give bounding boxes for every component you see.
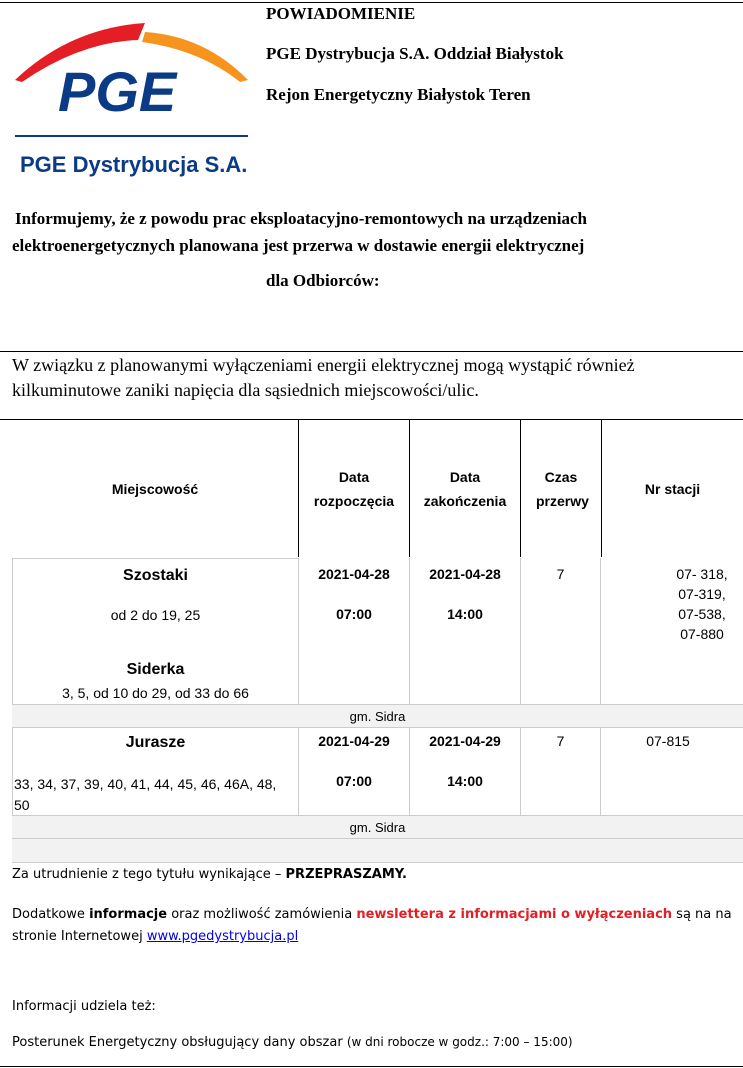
pge-logo [0, 8, 255, 178]
duration: 7 [521, 558, 601, 705]
notice-title: POWIADOMIENIE [266, 4, 416, 23]
logo-arc-icon [0, 8, 255, 138]
place-address: 3, 5, od 10 do 29, od 33 do 66 [62, 685, 249, 701]
start-time: 07:00 [336, 606, 372, 622]
intro-line-1: Informujemy, że z powodu prac eksploatacyjno-remontowych na urządzeniach [15, 209, 587, 228]
col-header-start: Data rozpoczęcia [299, 420, 410, 557]
start-time: 07:00 [336, 773, 372, 789]
place-name: Jurasze [125, 734, 186, 751]
notice-line-2: kilkuminutowe zaniki napięcia dla sąsiednich miejscowości/ulic. [12, 380, 479, 400]
empty-row [12, 839, 743, 863]
intro-line-2: elektroenergetycznych planowana jest przerwa w dostawie energii elektrycznej [12, 236, 585, 255]
col-header-station: Nr stacji [644, 480, 701, 497]
place-address: 33, 34, 37, 39, 40, 41, 44, 45, 46, 46A, 48, 50 [14, 776, 277, 813]
website-link[interactable]: www.pgedystrybucja.pl [146, 929, 299, 944]
start-date: 2021-04-28 [318, 566, 390, 582]
place-address: od 2 do 19, 25 [110, 607, 201, 623]
end-date: 2021-04-29 [429, 733, 501, 749]
intro-line-3: dla Odbiorców: [266, 271, 380, 290]
col-header-duration: Czas przerwy [521, 420, 602, 557]
start-date: 2021-04-29 [318, 733, 390, 749]
stations: 07- 318, 07-319, 07-538, 07-880 [601, 558, 743, 705]
place-name: Szostaki [123, 567, 188, 584]
end-time: 14:00 [447, 606, 483, 622]
region-name: Rejon Energetyczny Białystok Teren [266, 85, 531, 104]
gmina-label: gm. Sidra [12, 816, 743, 839]
info-text: Dodatkowe informacje oraz możliwość zamówienia newslettera z informacjami o wyłączeniach są na na stronie Internetowej www.pgedystrybucja.pl [12, 907, 732, 944]
end-date: 2021-04-28 [429, 566, 501, 582]
col-header-end: Data zakończenia [410, 420, 521, 557]
col-header-place: Miejscowość [12, 420, 299, 557]
stations: 07-815 [601, 728, 743, 816]
notice-line-1: W związku z planowanymi wyłączeniami energii elektrycznej mogą wystąpić również [12, 355, 635, 375]
branch-name: PGE Dystrybucja S.A. Oddział Białystok [266, 44, 564, 63]
end-time: 14:00 [447, 773, 483, 789]
gmina-label: gm. Sidra [12, 705, 743, 728]
apology-text: Za utrudnienie z tego tytułu wynikające – PRZEPRASZAMY. [12, 867, 407, 882]
logo-company: PGE Dystrybucja S.A. [20, 152, 248, 177]
place-name: Siderka [126, 661, 185, 678]
duration: 7 [521, 728, 601, 816]
post-info: Posterunek Energetyczny obsługujący dany obszar (w dni robocze w godz.: 7:00 – 15:00) [12, 1035, 573, 1050]
contact-label: Informacji udziela też: [12, 999, 156, 1014]
logo-brand: PGE [58, 60, 177, 123]
